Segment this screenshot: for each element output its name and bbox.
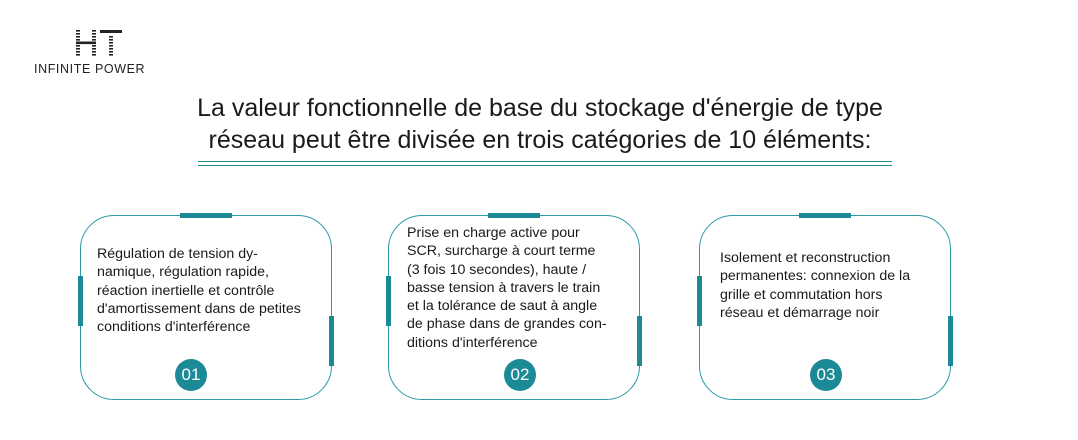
card-right-accent: [948, 316, 953, 366]
card-text-line: de phase dans de grandes con-: [407, 316, 607, 333]
logo-text: INFINITE POWER: [34, 62, 146, 76]
card-top-accent: [180, 213, 232, 218]
card-text-line: grille et commutation hors: [720, 286, 883, 303]
card-description: [407, 224, 637, 352]
card-top-accent: [799, 213, 851, 218]
title-line-1: La valeur fonctionnelle de base du stockage d'énergie de type: [197, 94, 883, 122]
card-number-badge: 01: [175, 359, 207, 391]
card-text-line: et la tolérance de saut à angle: [407, 298, 598, 315]
card-description: [720, 249, 942, 322]
title-line-2: réseau peut être divisée en trois catégories de 10 éléments:: [208, 126, 872, 154]
category-card-3: [699, 215, 951, 400]
card-number-badge: 03: [810, 359, 842, 391]
card-text-line: permanentes: connexion de la: [720, 268, 911, 285]
card-text-line: SCR, surcharge à court terme: [407, 243, 596, 260]
card-number-badge: 02: [504, 359, 536, 391]
category-card-2: [388, 215, 640, 400]
card-description: [97, 245, 331, 336]
card-text-line: (3 fois 10 secondes), haute /: [407, 261, 587, 278]
card-text-line: Isolement et reconstruction: [720, 250, 891, 266]
ht-logo-mark: [74, 28, 126, 58]
card-left-accent: [386, 276, 391, 326]
card-left-accent: [78, 276, 83, 326]
card-text-line: Régulation de tension dy-: [97, 246, 258, 262]
logo: [34, 28, 174, 76]
card-text-line: ditions d'interférence: [407, 334, 538, 351]
card-right-accent: [637, 316, 642, 366]
card-text-line: réseau et démarrage noir: [720, 304, 880, 321]
card-text-line: namique, régulation rapide,: [97, 264, 269, 281]
title-underline: [198, 161, 892, 166]
card-text-line: Prise en charge active pour: [407, 225, 580, 241]
card-text-line: basse tension à travers le train: [407, 279, 601, 296]
card-text-line: réaction inertielle et contrôle: [97, 282, 275, 299]
card-left-accent: [697, 276, 702, 326]
category-card-1: [80, 215, 332, 400]
page-title: [150, 92, 930, 156]
card-text-line: conditions d'interférence: [97, 319, 251, 336]
card-top-accent: [488, 213, 540, 218]
card-text-line: d'amortissement dans de petites: [97, 300, 301, 317]
